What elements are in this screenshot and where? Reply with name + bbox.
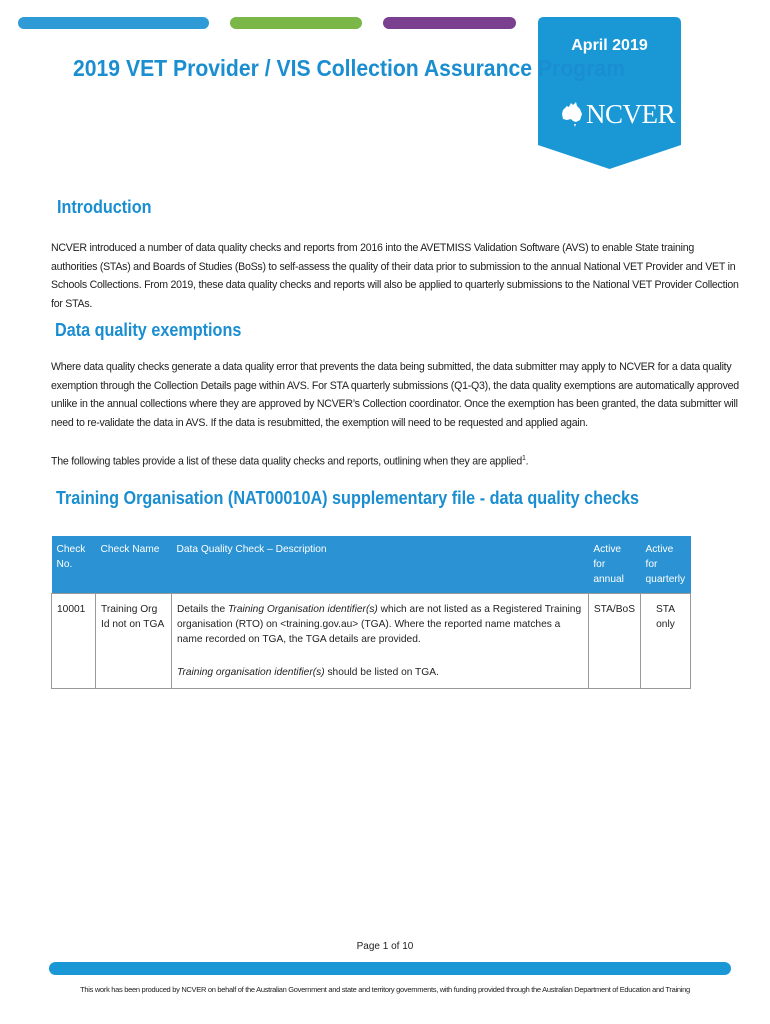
- tables-intro-end: .: [525, 455, 529, 468]
- description-text-start: Details the: [177, 604, 228, 615]
- header-bar-purple: [383, 17, 516, 29]
- page-number: Page 1 of 10: [356, 941, 414, 952]
- header-check-name: Check Name: [96, 536, 172, 594]
- cell-description: [172, 594, 589, 689]
- description-note: [177, 665, 583, 680]
- cell-check-no: 10001: [52, 594, 96, 689]
- table-row: [52, 594, 691, 689]
- exemptions-heading: Data quality exemptions: [55, 320, 242, 340]
- logo-text: NCVER: [586, 98, 676, 129]
- training-org-heading: Training Organisation (NAT00010A) supplementary file - data quality checks: [56, 488, 640, 508]
- funding-statement: This work has been produced by NCVER on behalf of the Australian Government and state and territory governments, with funding provided through the Australian Department of Education and Training: [80, 985, 690, 994]
- table-header-row: [52, 536, 691, 594]
- header-bar-blue: [18, 17, 209, 29]
- tables-intro-paragraph: [51, 450, 741, 471]
- tables-intro-text: The following tables provide a list of these data quality checks and reports, outlining when they are applied: [51, 455, 522, 468]
- header-active-quarterly: Active for quarterly: [641, 536, 691, 594]
- description-text-end: which are not listed as a Registered Training organisation (RTO) on <training.gov.au> (TGA). Where the reported name matches a name recorded on TGA, the TGA details are provided.: [177, 604, 582, 645]
- header-bar-green: [230, 17, 362, 29]
- description-emphasis: Training Organisation identifier(s): [227, 604, 378, 615]
- footnote-reference: 1: [521, 455, 526, 462]
- document-title: 2019 VET Provider / VIS Collection Assurance Program: [73, 55, 625, 81]
- publication-date: April 2019: [571, 37, 648, 54]
- ncver-logo: [560, 94, 675, 134]
- australia-map-icon: [560, 100, 584, 128]
- header-description: Data Quality Check – Description: [172, 536, 589, 594]
- exemptions-paragraph: Where data quality checks generate a data quality error that prevents the data being submitted, the data submitter may apply to NCVER for a data quality exemption through the Collection Details page within AVS. For STA quarterly submissions (Q1-Q3), the data quality exemptions are automatically approved unlike in the annual collections where they are approved by NCVER’s Collection coordinator. Once the exemption has been granted, the data submitter will need to re-validate the data in AVS. If the data is resubmitted, the exemption will need to be requested and applied again.: [51, 361, 739, 429]
- note-emphasis: Training organisation identifier(s): [177, 667, 325, 678]
- header-check-no: Check No.: [52, 536, 96, 594]
- header-active-annual: Active for annual: [588, 536, 640, 594]
- cell-check-name: Training Org Id not on TGA: [96, 594, 172, 689]
- ncver-badge: [538, 17, 681, 169]
- cell-active-annual: STA/BoS: [588, 594, 640, 689]
- data-quality-checks-table: [51, 536, 691, 689]
- note-text: should be listed on TGA.: [324, 667, 439, 678]
- cell-active-quarterly: STA only: [641, 594, 691, 689]
- footer-bar: [49, 962, 731, 975]
- introduction-heading: Introduction: [57, 197, 152, 217]
- introduction-paragraph: NCVER introduced a number of data quality checks and reports from 2016 into the AVETMISS Validation Software (AVS) to enable State training authorities (STAs) and Boards of Studies (BoSs) to self-assess the quality of their data prior to submission to the annual National VET Provider and VET in Schools Collections. From 2019, these data quality checks and reports will also be applied to quarterly submissions to the National VET Provider Collection for STAs.: [51, 242, 739, 310]
